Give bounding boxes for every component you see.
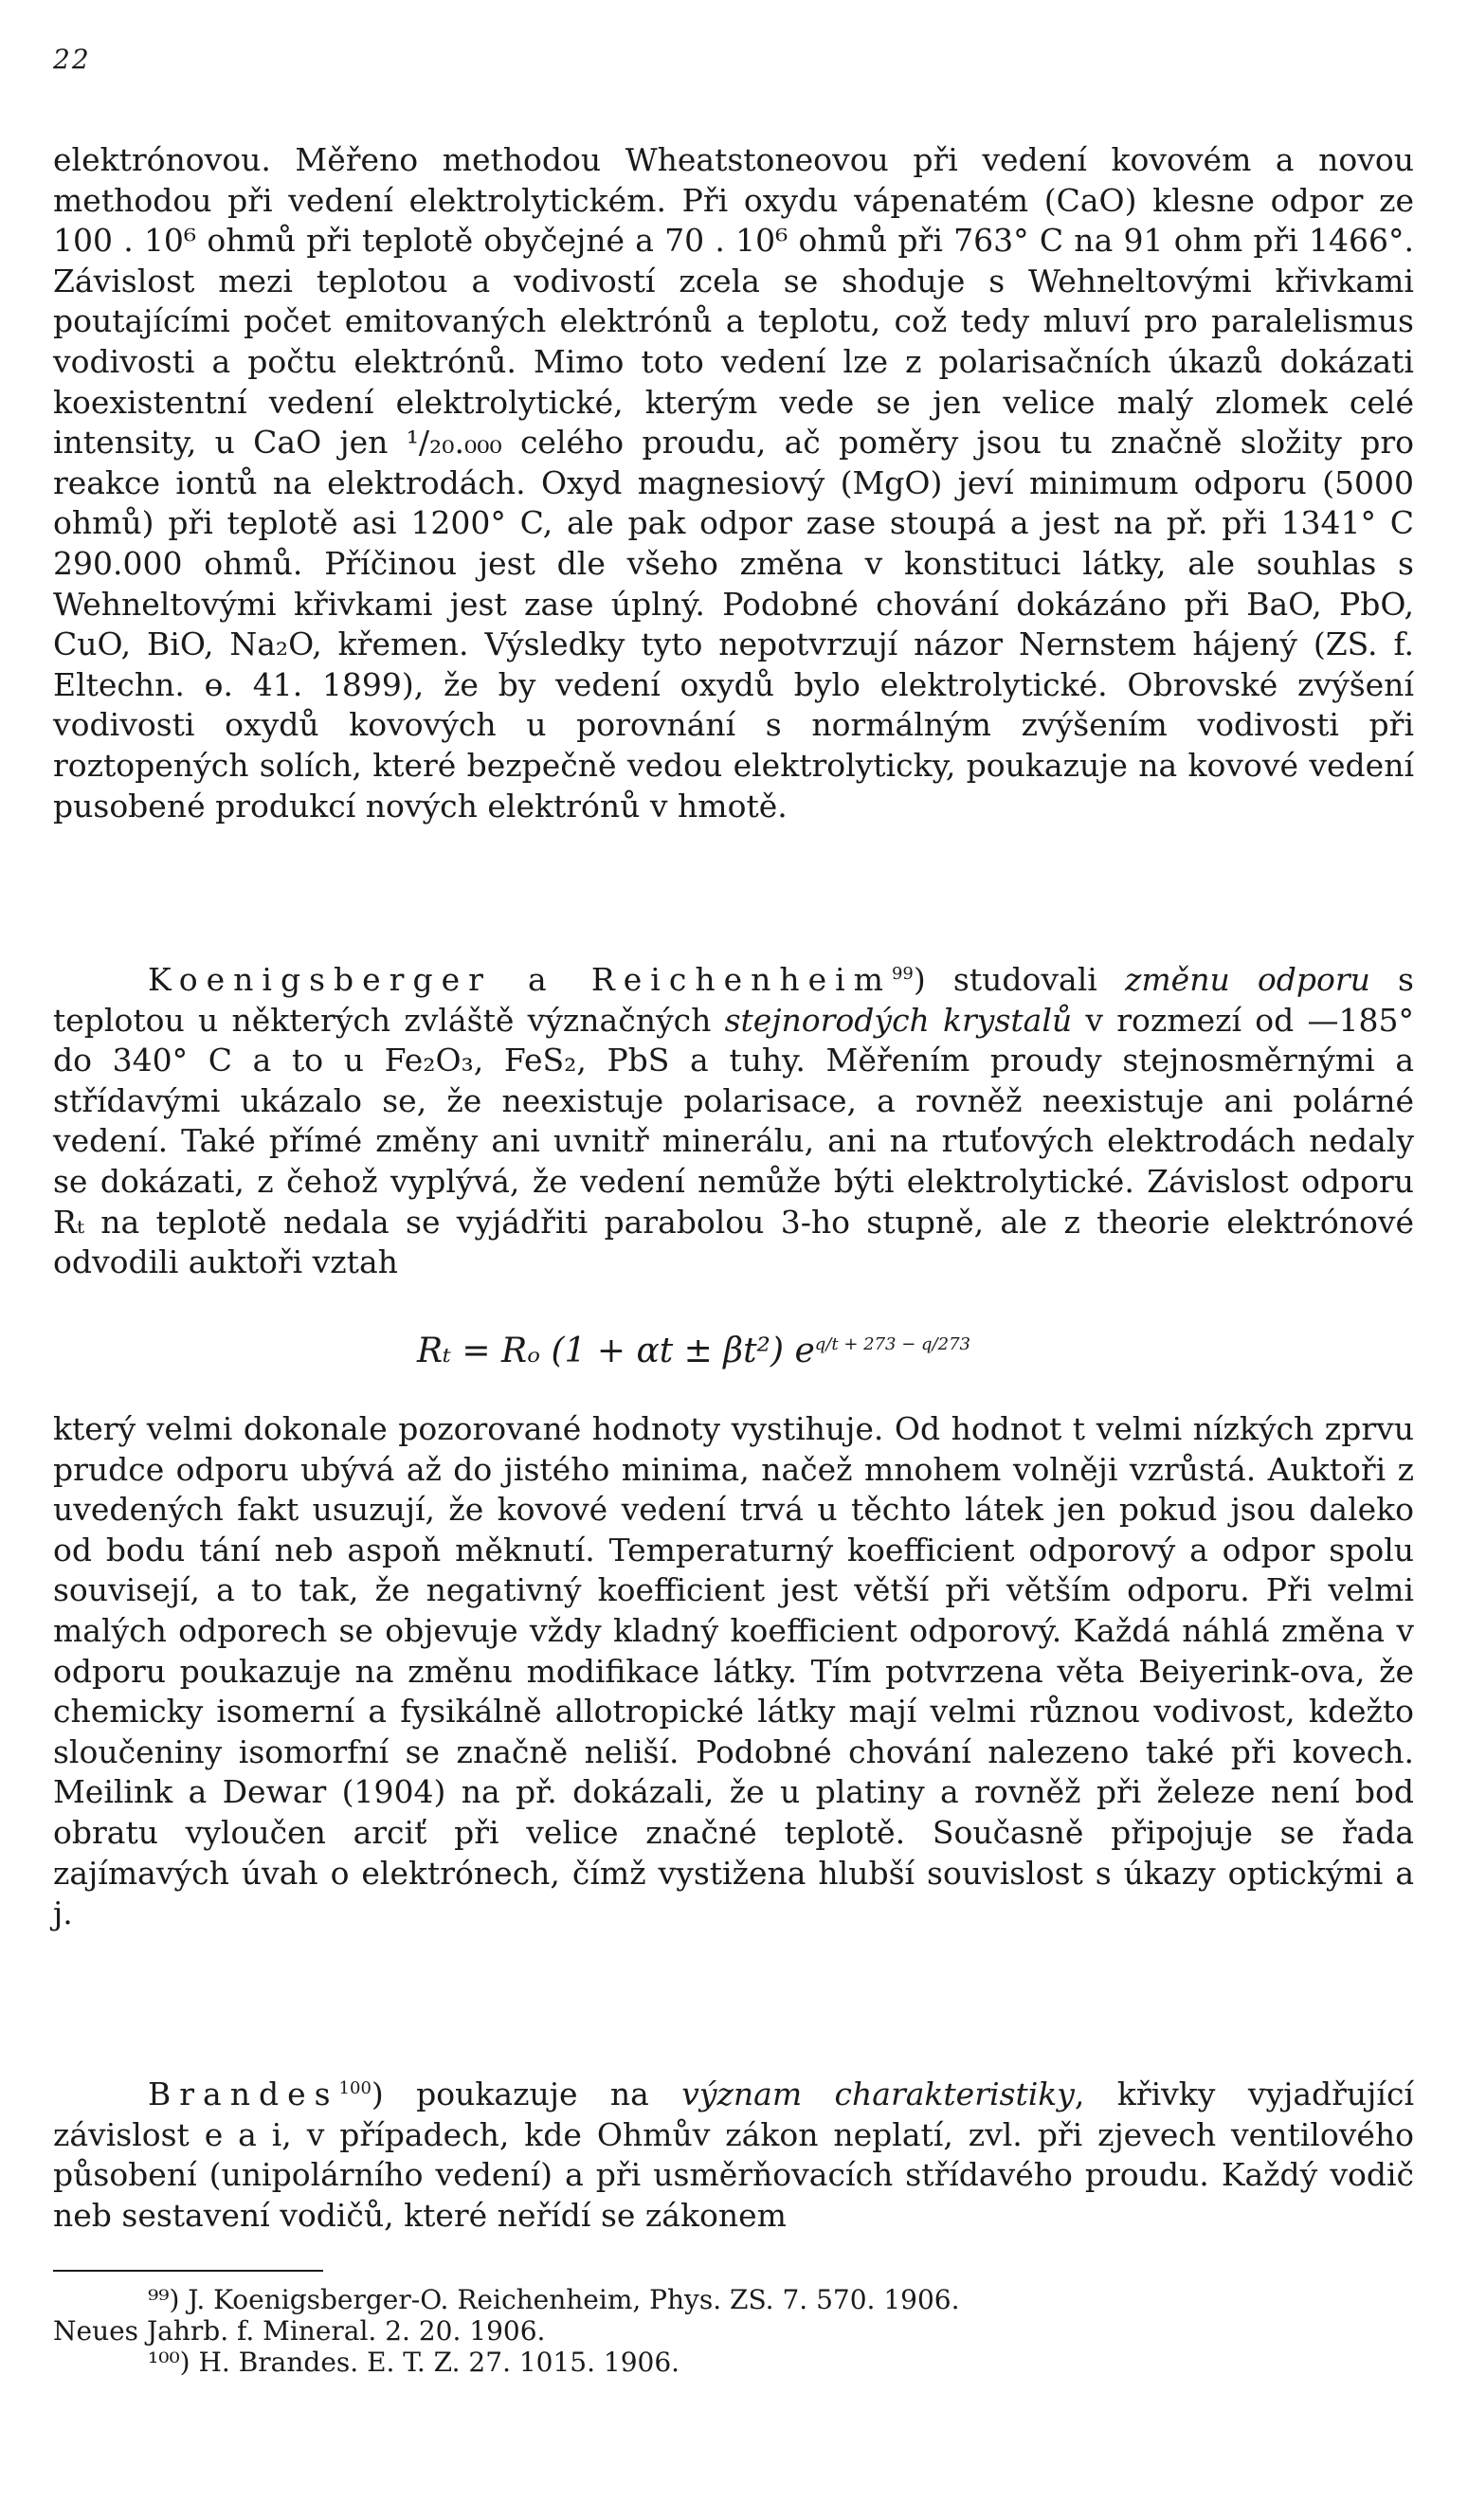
emphasis-text: stejnorodých krystalů xyxy=(724,1001,1073,1039)
paragraph-4 xyxy=(53,2069,1414,2236)
resistance-formula xyxy=(417,1332,1175,1370)
footnotes xyxy=(53,2284,1414,2378)
footnote-100: ¹⁰⁰) H. Brandes. E. T. Z. 27. 1015. 1906. xyxy=(148,2347,680,2378)
text-segment: v rozmezí od —185° do 340° C a to u Fe₂O₃, FeS₂, PbS a tuhy. Měřením proudy stejnosměrnými a střídavými ukázalo se, že neexistuje polarisace, a rovněž neexistuje ani polárné vedení. Také přímé změny ani uvnitř minerálu, ani na rtuťových elektrodách nedaly se dokázati, z čehož vyplývá, že vedení nemůže býti elektrolytické. Závislost odporu Rₜ na teplotě nedala se vyjádřiti parabolou 3-ho stupně, ale z theorie elektrónové odvodili auktoři vztah xyxy=(53,1001,1414,1281)
text-segment: ) poukazuje na xyxy=(371,2076,682,2112)
emphasis-text: změnu odporu xyxy=(1124,961,1370,998)
paragraph-2 xyxy=(53,954,1414,1283)
text-segment: s teplotou u některých zvláště význačných xyxy=(53,961,1414,1039)
footnote-99-continued: Neues Jahrb. f. Mineral. 2. 20. 1906. xyxy=(53,2315,546,2347)
footnote-divider xyxy=(53,2270,323,2272)
emphasis-text: význam charakteristiky xyxy=(681,2076,1075,2112)
text-segment: ) studovali xyxy=(913,961,1125,998)
formula-main: Rₜ = Rₒ (1 + αt ± βt²) e xyxy=(417,1332,815,1370)
cited-author: Brandes xyxy=(148,2076,339,2112)
page-number: 22 xyxy=(53,44,91,75)
text-segment: , křivky vyjadřující závislost e a i, v případech, kde Ohmův zákon neplatí, zvl. při zjevech ventilového působení (unipolárního vedení) a při usměrňovacích střídavého proudu. Každý vodič neb sestavení vodičů, které neřídí se zákonem xyxy=(53,2076,1415,2234)
footnote-99: ⁹⁹) J. Koenigsberger-O. Reichenheim, Phys. ZS. 7. 570. 1906. xyxy=(148,2284,960,2315)
paragraph-1: elektrónovou. Měřeno methodou Wheatstoneovou při vedení kovovém a novou methodou při vedení elektrolytickém. Při oxydu vápenatém (CaO) klesne odpor ze 100 . 10⁶ ohmů při teplotě obyčejné a 70 . 10⁶ ohmů při 763° C na 91 ohm při 1466°. Závislost mezi teplotou a vodivostí zcela se shoduje s Wehneltovými křivkami poutajícími počet emitovaných elektrónů a teplotu, což tedy mluví pro paralelismus vodivosti a počtu elektrónů. Mimo toto vedení lze z polarisačních úkazů dokázati koexistentní vedení elektrolytické, kterým vede se jen velice malý zlomek celé intensity, u CaO jen ¹/₂₀.₀₀₀ celého proudu, ač poměry jsou tu značně složity pro reakce iontů na elektrodách. Oxyd magnesiový (MgO) jeví minimum odporu (5000 ohmů) při teplotě asi 1200° C, ale pak odpor zase stoupá a jest na př. při 1341° C 290.000 ohmů. Příčinou jest dle všeho změna v konstituci látky, ale souhlas s Wehneltovými křivkami jest zase úplný. Podobné chování dokázáno při BaO, PbO, CuO, BiO, Na₂O, křemen. Výsledky tyto nepotvrzují názor Nernstem hájený (ZS. f. Eltechn. ɵ. 41. 1899), že by vedení oxydů bylo elektrolytické. Obrovské zvýšení vodivosti oxydů kovových u porovnání s normálným zvýšením vodivosti při roztopených solích, které bezpečně vedou elektrolyticky, poukazuje na kovové vedení pusobené produkcí nových elektrónů v hmotě. xyxy=(53,141,1414,825)
paragraph-3: který velmi dokonale pozorované hodnoty vystihuje. Od hodnot t velmi nízkých zprvu prudce odporu ubývá až do jistého minima, načež mnohem volněji vzrůstá. Auktoři z uvedených fakt usuzují, že kovové vedení trvá u těchto látek jen pokud jsou daleko od bodu tání neb aspoň měknutí. Temperaturný koefficient odporový a odpor spolu souvisejí, a to tak, že negativný koefficient jest větší při větším odporu. Při velmi malých odporech se objevuje vždy kladný koefficient odporový. Každá náhlá změna v odporu poukazuje na změnu modifikace látky. Tím potvrzena věta Beiyerink-ova, že chemicky isomerní a fysikálně allotropické látky mají velmi různou vodivost, kdežto sloučeniny isomorfní se značně neliší. Podobné chování nalezeno také při kovech. Meilink a Dewar (1904) na př. dokázali, že u platiny a rovněž při železe není bod obratu vyloučen arciť při velice značné teplotě. Současně připojuje se řada zajímavých úvah o elektrónech, čímž vystižena hlubší souvislost s úkazy optickými a j. xyxy=(53,1410,1414,1932)
footnote-ref-100: 100 xyxy=(338,2078,372,2098)
cited-authors: Koenigsberger a Reichenheim xyxy=(148,961,892,998)
formula-exponent: q/t + 273 − q/273 xyxy=(814,1334,970,1354)
footnote-ref-99: 99 xyxy=(891,964,914,984)
